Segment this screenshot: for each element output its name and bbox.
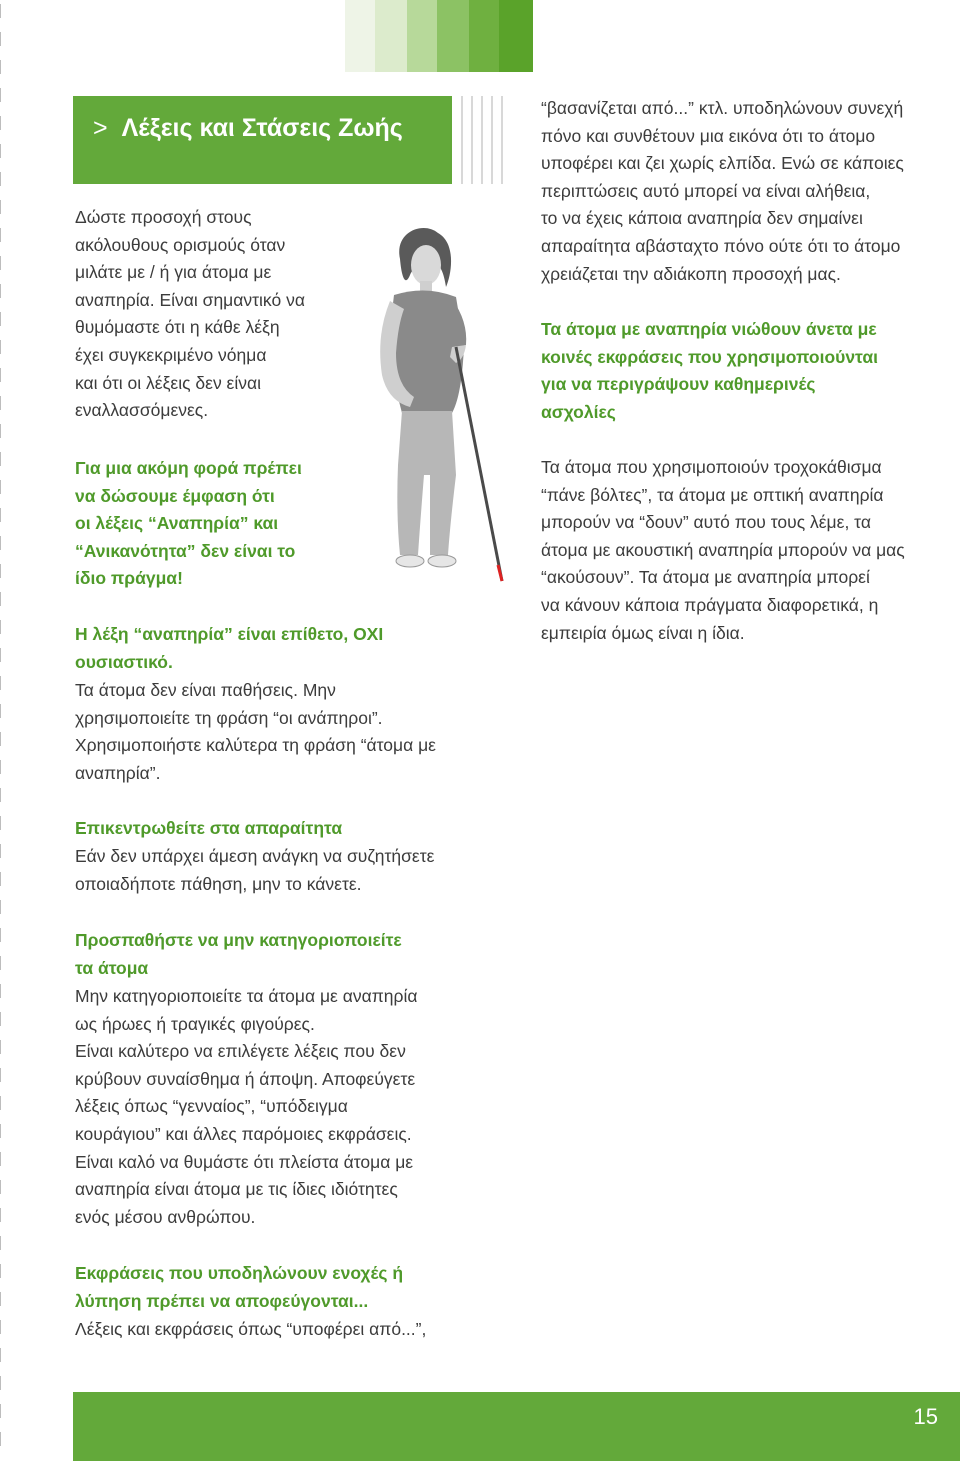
text-line: Τα άτομα δεν είναι παθήσεις. Μην bbox=[75, 680, 336, 700]
continued-paragraph bbox=[541, 95, 904, 288]
tick-mark bbox=[0, 1068, 1, 1082]
page-number: 15 bbox=[913, 1404, 938, 1429]
text-line: τα άτομα bbox=[75, 957, 149, 978]
tick-mark bbox=[0, 32, 1, 46]
text-line: Εκφράσεις που υποδηλώνουν ενοχές ή bbox=[75, 1263, 404, 1283]
decorative-stripe bbox=[499, 0, 533, 72]
tick-mark bbox=[0, 1152, 1, 1166]
intro-paragraph bbox=[75, 204, 305, 425]
common-expressions-heading bbox=[541, 316, 878, 426]
tick-mark bbox=[0, 536, 1, 550]
tick-mark bbox=[0, 284, 1, 298]
tick-mark bbox=[0, 1012, 1, 1026]
text-line: ακόλουθους ορισμούς όταν bbox=[75, 234, 286, 255]
text-line: άτομα με ακουστική αναπηρία μπορούν να μας bbox=[541, 539, 905, 560]
text-line: το να έχεις κάποια αναπηρία δεν σημαίνει bbox=[541, 208, 863, 229]
section-title: Λέξεις και Στάσεις Ζωής bbox=[121, 114, 403, 142]
text-line: χρησιμοποιείτε τη φράση “οι ανάπηροι”. bbox=[75, 707, 383, 728]
decorative-stripe bbox=[407, 0, 437, 72]
text-line: Μην κατηγοριοποιείτε τα άτομα με αναπηρία bbox=[75, 986, 418, 1006]
common-expressions-paragraph bbox=[541, 454, 905, 647]
tick-mark bbox=[0, 368, 1, 382]
text-line: αναπηρία. Είναι σημαντικό να bbox=[75, 289, 305, 310]
tick-mark bbox=[0, 900, 1, 914]
text-line: για να περιγράψουν καθημερινές bbox=[541, 374, 816, 395]
tick-mark bbox=[0, 1320, 1, 1334]
tick-mark bbox=[0, 1040, 1, 1054]
tick-mark bbox=[0, 312, 1, 326]
emphasis-heading bbox=[75, 455, 302, 593]
tick-mark bbox=[0, 200, 1, 214]
decorative-line bbox=[501, 96, 503, 184]
text-line: ουσιαστικό. bbox=[75, 651, 173, 672]
text-line: Λέξεις και εκφράσεις όπως “υποφέρει από...”, bbox=[75, 1319, 427, 1339]
decorative-stripe bbox=[437, 0, 469, 72]
section-header bbox=[73, 96, 452, 184]
text-line: “βασανίζεται από...” κτλ. υποδηλώνουν συνεχή bbox=[541, 98, 904, 118]
chevron-right-icon: > bbox=[93, 114, 108, 142]
text-line: κουράγιου” και άλλες παρόμοιες εκφράσεις. bbox=[75, 1123, 412, 1144]
tick-mark bbox=[0, 144, 1, 158]
text-line: πόνο και συνθέτουν μια εικόνα ότι το άτομο bbox=[541, 125, 876, 146]
tick-mark bbox=[0, 1432, 1, 1446]
text-line: Προσπαθήστε να μην κατηγοριοποιείτε bbox=[75, 930, 402, 950]
tick-mark bbox=[0, 592, 1, 606]
tick-mark bbox=[0, 60, 1, 74]
text-line: χρειάζεται την αδιάκοπη προσοχή μας. bbox=[541, 263, 841, 284]
tick-mark bbox=[0, 564, 1, 578]
focus-heading bbox=[75, 815, 342, 843]
text-line: Εάν δεν υπάρχει άμεση ανάγκη να συζητήσετε bbox=[75, 846, 435, 866]
focus-paragraph bbox=[75, 843, 434, 898]
text-line: θυμόμαστε ότι η κάθε λέξη bbox=[75, 317, 280, 338]
tick-mark bbox=[0, 704, 1, 718]
decorative-line bbox=[471, 96, 473, 184]
text-line: εμπειρία όμως είναι η ίδια. bbox=[541, 622, 745, 643]
text-line: απαραίτητα αβάσταχτο πόνο ούτε ότι το άτομο bbox=[541, 235, 901, 256]
tick-mark bbox=[0, 508, 1, 522]
tick-mark bbox=[0, 788, 1, 802]
footer-bar bbox=[73, 1392, 960, 1461]
text-line: μπορούν να “δουν” αυτό που τους λέμε, τα bbox=[541, 512, 871, 533]
decorative-stripe bbox=[469, 0, 499, 72]
text-line: Δώστε προσοχή στους bbox=[75, 207, 252, 227]
text-line: “Ανικανότητα” δεν είναι το bbox=[75, 540, 296, 561]
text-line: εναλλασσόμενες. bbox=[75, 400, 209, 421]
guilt-heading bbox=[75, 1260, 403, 1315]
adjective-heading bbox=[75, 621, 383, 676]
tick-mark bbox=[0, 256, 1, 270]
tick-mark bbox=[0, 1124, 1, 1138]
tick-mark bbox=[0, 984, 1, 998]
decorative-line bbox=[481, 96, 483, 184]
text-line: μιλάτε με / ή για άτομα με bbox=[75, 262, 272, 283]
text-line: λέξεις όπως “γενναίος”, “υπόδειγμα bbox=[75, 1096, 348, 1117]
guilt-paragraph bbox=[75, 1316, 426, 1344]
text-line: κοινές εκφράσεις που χρησιμοποιούνται bbox=[541, 346, 879, 367]
text-line: να κάνουν κάποια πράγματα διαφορετικά, η bbox=[541, 594, 879, 615]
text-line: έχει συγκεκριμένο νόημα bbox=[75, 344, 267, 365]
tick-mark bbox=[0, 340, 1, 354]
text-line: Για μια ακόμη φορά πρέπει bbox=[75, 458, 302, 478]
text-line: Επικεντρωθείτε στα απαραίτητα bbox=[75, 818, 343, 838]
tick-mark bbox=[0, 676, 1, 690]
decorative-line bbox=[491, 96, 493, 184]
decorative-stripe bbox=[375, 0, 407, 72]
text-line: Τα άτομα που χρησιμοποιούν τροχοκάθισμα bbox=[541, 457, 882, 477]
tick-mark bbox=[0, 648, 1, 662]
tick-mark bbox=[0, 732, 1, 746]
tick-mark bbox=[0, 1180, 1, 1194]
categorize-heading bbox=[75, 927, 402, 982]
tick-mark bbox=[0, 844, 1, 858]
tick-mark bbox=[0, 956, 1, 970]
crop-marks bbox=[0, 0, 6, 1461]
tick-mark bbox=[0, 452, 1, 466]
decorative-stripe bbox=[345, 0, 375, 72]
text-line: ασχολίες bbox=[541, 401, 616, 422]
text-line: “ακούσουν”. Τα άτομα με αναπηρία μπορεί bbox=[541, 567, 870, 588]
text-line: λύπηση πρέπει να αποφεύγονται... bbox=[75, 1290, 369, 1311]
tick-mark bbox=[0, 1404, 1, 1418]
tick-mark bbox=[0, 172, 1, 186]
tick-mark bbox=[0, 1292, 1, 1306]
tick-mark bbox=[0, 816, 1, 830]
tick-mark bbox=[0, 116, 1, 130]
tick-mark bbox=[0, 1376, 1, 1390]
tick-mark bbox=[0, 4, 1, 18]
tick-mark bbox=[0, 1264, 1, 1278]
text-line: Τα άτομα με αναπηρία νιώθουν άνετα με bbox=[541, 319, 877, 339]
tick-mark bbox=[0, 1208, 1, 1222]
text-line: ίδιο πράγμα! bbox=[75, 568, 183, 589]
text-line: να δώσουμε έμφαση ότι bbox=[75, 485, 275, 506]
tick-mark bbox=[0, 760, 1, 774]
text-line: περιπτώσεις αυτό μπορεί να είναι αλήθεια, bbox=[541, 180, 871, 201]
text-line: “πάνε βόλτες”, τα άτομα με οπτική αναπηρία bbox=[541, 484, 884, 505]
tick-mark bbox=[0, 396, 1, 410]
text-line: οι λέξεις “Αναπηρία” και bbox=[75, 513, 279, 534]
tick-mark bbox=[0, 1096, 1, 1110]
text-line: οποιαδήποτε πάθηση, μην το κάνετε. bbox=[75, 873, 362, 894]
tick-mark bbox=[0, 480, 1, 494]
text-line: αναπηρία”. bbox=[75, 762, 161, 783]
text-line: Είναι καλύτερο να επιλέγετε λέξεις που δεν bbox=[75, 1041, 406, 1062]
text-line: Η λέξη “αναπηρία” είναι επίθετο, ΟΧΙ bbox=[75, 624, 384, 644]
text-line: αναπηρία είναι άτομα με τις ίδιες ιδιότητες bbox=[75, 1179, 398, 1200]
text-line: υποφέρει και ζει χωρίς ελπίδα. Ενώ σε κάποιες bbox=[541, 153, 904, 174]
text-line: Χρησιμοποιήστε καλύτερα τη φράση “άτομα με bbox=[75, 735, 436, 756]
tick-mark bbox=[0, 1236, 1, 1250]
tick-mark bbox=[0, 228, 1, 242]
tick-mark bbox=[0, 872, 1, 886]
tick-mark bbox=[0, 620, 1, 634]
tick-mark bbox=[0, 1348, 1, 1362]
text-line: Είναι καλό να θυμάστε ότι πλείστα άτομα με bbox=[75, 1151, 414, 1172]
text-line: ως ήρωες ή τραγικές φιγούρες. bbox=[75, 1013, 315, 1034]
text-line: και ότι οι λέξεις δεν είναι bbox=[75, 372, 262, 393]
tick-mark bbox=[0, 424, 1, 438]
woman-with-cane-photo bbox=[352, 225, 510, 585]
adjective-paragraph bbox=[75, 677, 436, 787]
categorize-paragraph bbox=[75, 983, 417, 1231]
text-line: ενός μέσου ανθρώπου. bbox=[75, 1206, 256, 1227]
tick-mark bbox=[0, 88, 1, 102]
tick-mark bbox=[0, 928, 1, 942]
decorative-line bbox=[461, 96, 463, 184]
text-line: κρύβουν συναίσθημα ή άποψη. Αποφεύγετε bbox=[75, 1068, 416, 1089]
